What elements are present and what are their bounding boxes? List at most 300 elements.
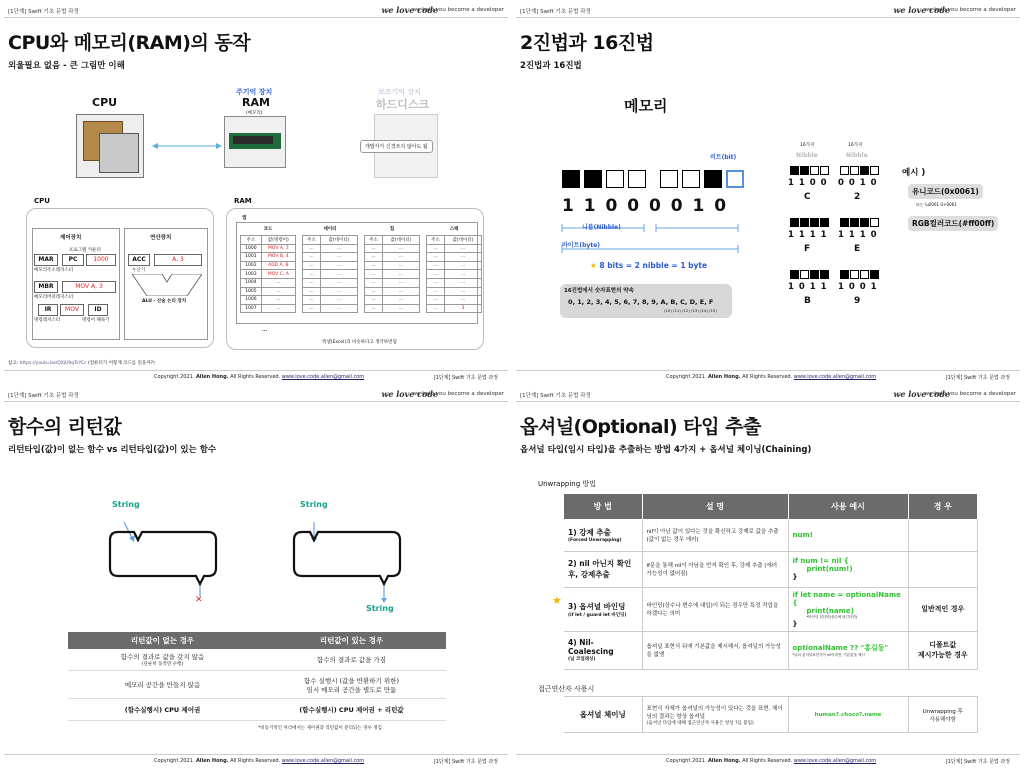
ram-segment-table [240,235,296,313]
nibble-bit-cell [820,166,829,175]
id-note: 명령어 해독기 [82,318,110,323]
author-name: Allen Hong. [707,758,741,764]
ram-address: ... [365,261,383,270]
row4-example-code: optionalName ?? "홍길동" [792,643,889,652]
ram-row [427,270,482,279]
ram-segment-table [302,235,358,313]
byte-label: 바이트(byte) [562,242,601,249]
brand-logo: we love code [893,389,950,399]
ram-col-header: 값(데이터) [445,236,482,245]
slide-header [4,388,508,402]
row3-example-line3: } [792,619,798,628]
alu-unit-label: 연산장치 [150,235,172,241]
row1-with-return [257,649,446,671]
ram-value: ... [261,296,295,305]
slide-footer [516,754,1020,766]
row4-description: 옵셔널 표현식 뒤에 기본값을 제시해서, 옵셔널의 가능성을 없앰 [642,631,788,669]
slide-footer [4,754,508,766]
cpu-label: CPU [92,96,118,109]
chaining-description-note: (옵셔널 타입에 대해 접근연산자 사용은 항상 ?를 붙임) [646,720,754,726]
ram-row [303,261,358,270]
bit-cell [606,170,624,188]
slide-function-return [4,388,508,766]
bit-cell [704,170,722,188]
ram-value: ... [383,296,420,305]
slide-header [516,388,1020,402]
row4-method [564,631,642,669]
rights-text: All Rights Reserved. [230,374,281,380]
unicode-note: 또는 \u0061 U+0061 [916,202,957,207]
copyright [154,374,364,380]
author-email[interactable]: www.love.code.allen@gmail.com [281,374,365,380]
svg-text:✕: ✕ [195,595,203,605]
chaining-label: 접근연산자 사용시 [538,685,595,693]
ram-row [303,296,358,305]
ram-address: ... [427,278,445,287]
pc-register: PC [62,254,84,266]
ram-row [303,287,358,296]
row3-no-return [68,699,257,721]
slide-title: 옵셔널(Optional) 타입 추출 [520,416,761,438]
nibble-bit-cell [790,166,799,175]
ram-value: ... [383,287,420,296]
row2-with-return [257,671,446,699]
mbr-note: 메모리버퍼레지스터 [34,295,74,300]
ir-note: 명령레지스터 [34,318,61,323]
ram-value: ... [445,296,482,305]
ram-value: ... [261,304,295,313]
nibble-bit-cell [850,270,859,279]
ram-row [241,261,296,270]
slide-footer [4,370,508,382]
row2-with-return-line2: 임시 메모리 공간을 별도로 만듦 [306,685,397,694]
mbr-value: MOV A, 3 [62,281,116,293]
footer-course: [1단계] Swift 기초 문법 과정 [945,759,1010,765]
ram-value: ... [445,261,482,270]
ram-box-label: RAM [234,197,252,205]
nibble-hex-value: F [804,244,811,254]
rgb-example: RGB컬러코드(#ff00ff) [908,216,998,231]
unwrapping-label: Unwrapping 방법 [538,480,596,488]
ram-row [241,244,296,253]
ram-col-header: 주소 [303,236,321,245]
col-no-return: 리턴값이 없는 경우 [68,632,257,649]
ram-address: ... [427,287,445,296]
slide-cpu-ram [4,4,508,382]
row3-case: 일반적인 경우 [908,587,978,631]
nibble-bit-cell [810,270,819,279]
ram-col-header: 값(데이터) [383,236,420,245]
control-unit-label: 제어장치 [60,235,82,241]
row3-example-line1: if let name = optionalName { [792,590,901,607]
ram-address: ... [365,270,383,279]
hdd-top-label: 보조기억 장치 [378,88,421,96]
ram-address: ... [303,261,321,270]
app-label: 앱 [242,216,247,221]
ram-row [427,261,482,270]
cpu-chip-image [76,114,144,178]
ram-row [303,253,358,262]
slide-subtitle: 외울필요 없음 - 큰 그림만 이해 [8,61,125,71]
chaining-case-line1: Unwrapping 후 [922,708,963,715]
chaining-method: 옵셔널 체이닝 [564,697,642,733]
ram-segment-1 [302,226,358,313]
ram-address: ... [365,287,383,296]
copyright [666,758,876,764]
ram-value: ... [445,244,482,253]
return-comparison-table [68,632,446,721]
row4-case-line2: 제시가능한 경우 [917,651,968,659]
brand-tagline: we help you become a developer [412,7,504,13]
ram-value: MOV C, A [261,270,295,279]
row3-example-line2: print(name) [806,606,854,615]
author-name: Allen Hong. [195,758,229,764]
col-description: 설 명 [642,494,788,519]
alu-shape-icon [132,274,202,296]
nibble-hex-value: E [854,244,861,254]
nibble-bit-cell [800,270,809,279]
memory-label: 메모리 [624,97,668,115]
author-email[interactable]: www.love.code.allen@gmail.com [793,758,877,764]
copyright-year: Copyright 2021. [154,374,195,380]
row2-description: if문을 통해 nil이 아님을 먼저 확인 후, 강제 추출 (에러 가능성이 없어짐) [642,551,788,587]
nibble-bit-cell [820,270,829,279]
nibble-hex-value: 2 [854,192,861,202]
id-register: ID [88,304,108,316]
hex-rule-title: 16진법에서 숫자표현의 약속 [564,288,634,294]
ram-address: ... [427,270,445,279]
nibble-bit-cell [860,218,869,227]
reference-label: 참고: [8,361,19,366]
nibble-bit-cell [850,218,859,227]
ram-row [427,244,482,253]
ram-value: ... [321,287,358,296]
ram-address: ... [427,261,445,270]
ram-segment-title: 코드 [263,227,273,232]
col-method: 방 법 [564,494,642,519]
nibble-bits-text: 1 0 1 1 [788,282,828,292]
slide-title: 2진법과 16진법 [520,32,654,54]
ram-value: ... [383,261,420,270]
brand-tagline: we help you become a developer [924,391,1016,397]
row1-with-return-text: 함수의 결과로 값을 가짐 [317,656,386,664]
alu-label: ALU - 산술 논리 장치 [142,299,187,304]
row3-with-return-text: (함수실행시) CPU 제어권 + 리턴값 [299,706,404,714]
ram-col-header: 값(명령어) [261,236,295,245]
rights-text: All Rights Reserved. [742,374,793,380]
ram-segment-title: 힙 [389,227,395,232]
ram-row [427,253,482,262]
ram-value: ... [445,253,482,262]
nibble-bits-text: 1 1 1 1 [788,230,828,240]
ram-address: ... [365,304,383,313]
course-name: [1단계] Swift 기초 문법 과정 [8,9,79,15]
course-name: [1단계] Swift 기초 문법 과정 [520,9,591,15]
col-case: 경 우 [908,494,978,519]
row2-no-return-text: 메모리 공간을 만들지 않음 [124,681,201,689]
ram-value: MOV B, 4 [261,253,295,262]
ram-value: ADD A, B [261,261,295,270]
formula-text: 8 bits = 2 nibble = 1 byte [599,261,708,270]
ram-value: ... [383,244,420,253]
mar-register: MAR [34,254,58,266]
acc-register: ACC [128,254,150,266]
ram-row [241,296,296,305]
ram-value: ... [261,287,295,296]
slide-header [4,4,508,18]
hdd-note: 개발자가 신경쓰지 않아도 됨 [360,140,433,153]
bit-cell [562,170,580,188]
bit-cell [628,170,646,188]
ram-row [365,261,420,270]
footer-course: [1단계] Swift 기초 문법 과정 [433,375,498,381]
ram-row [365,287,420,296]
row2-example-line1: if num != nil { [792,557,849,565]
byte-bits: 1 1 0 0 0 0 1 0 [562,196,729,216]
footer-course: [1단계] Swift 기초 문법 과정 [945,375,1010,381]
ram-row [303,278,358,287]
ram-address: ... [365,278,383,287]
ram-address: ... [365,253,383,262]
slide-subtitle: 2진법과 16진법 [520,61,582,71]
ram-value: ... [383,304,420,313]
pc-value: 1000 [86,254,116,266]
chaining-table [564,696,978,733]
ram-row [365,296,420,305]
ram-address: 1006 [241,296,262,305]
row2-example-line3: } [792,573,798,581]
input-string-right: String [300,500,328,509]
col-example: 사용 예시 [788,494,908,519]
ram-row [365,244,420,253]
rights-text: All Rights Reserved. [230,758,281,764]
row4-case [908,631,978,669]
nibble-bits-text: 1 1 1 0 [838,230,878,240]
course-name: [1단계] Swift 기초 문법 과정 [8,393,79,399]
ram-value: ... [321,261,358,270]
nibble-bit-cell [790,270,799,279]
ram-address: ... [427,296,445,305]
nibble-bit-cell [870,270,879,279]
row3-description: 바인딩(상수나 변수에 대입)이 되는 경우만 특정 작업을 하겠다는 의미 [642,587,788,631]
ram-address: ... [365,244,383,253]
ram-value: ... [321,296,358,305]
brand-tagline: we help you become a developer [412,391,504,397]
copyright-year: Copyright 2021. [666,374,707,380]
ram-value: ... [383,278,420,287]
author-email[interactable]: www.love.code.allen@gmail.com [281,758,365,764]
ram-segment-0 [240,226,296,313]
col-with-return: 리턴값이 있는 경우 [257,632,446,649]
slide-binary-hex [516,4,1020,382]
hdd-label: 하드디스크 [376,98,430,111]
output-string: String [366,604,394,613]
ram-segment-3 [426,226,482,313]
slide-title: CPU와 메모리(RAM)의 동작 [8,32,251,54]
ram-address: 1007 [241,304,262,313]
ram-row [303,270,358,279]
ram-value: ... [445,270,482,279]
reference-note: (컴퓨터가 어떻게 코드를 읽을까?) [88,361,155,366]
ram-label: RAM [242,96,270,109]
course-name: [1단계] Swift 기초 문법 과정 [520,393,591,399]
ram-row [241,287,296,296]
nibble-hex-value: 9 [854,296,861,306]
chaining-example: human?.choco?.name [788,697,908,733]
ram-row [365,253,420,262]
example-label: 예시 ) [902,168,926,178]
cpu-box-label: CPU [34,197,50,205]
row1-method-sub: (Forced Unwrapping) [568,537,622,543]
ram-address: ... [303,296,321,305]
ram-segment-table [426,235,482,313]
slide-subtitle: 옵셔널 타입(임시 타입)을 추출하는 방법 4가지 + 옵셔널 체이닝(Chaining) [520,445,812,455]
function-no-return-diagram [104,510,220,606]
hex-digits: 0, 1, 2, 3, 4, 5, 6, 7, 8, 9, A, B, C, D, E, F [568,298,714,306]
nibble-bit-cell [860,270,869,279]
bit-cell [660,170,678,188]
nibble-bit-cell [850,166,859,175]
row1-no-return-text: 함수의 결과로 값을 갖지 않음 [120,653,205,661]
row1-example: num! [788,519,908,551]
author-email[interactable]: www.love.code.allen@gmail.com [793,374,877,380]
author-name: Allen Hong. [195,374,229,380]
row3-method [564,587,642,631]
nibble-bits-text: 0 0 1 0 [838,178,878,188]
ram-address: ... [303,304,321,313]
bit-cell [584,170,602,188]
nibble-count-right: 16가지 [848,143,863,148]
brand-logo: we love code [381,389,438,399]
row4-case-line1: 디폴트값 [929,641,957,649]
slide-title: 함수의 리턴값 [8,416,122,438]
row2-case [908,551,978,587]
nibble-hex-value: B [804,296,811,306]
author-name: Allen Hong. [707,374,741,380]
row4-example [788,631,908,669]
ram-row [365,304,420,313]
ram-address: 1002 [241,261,262,270]
ram-value: ... [383,270,420,279]
ram-row [365,270,420,279]
nibble-bits-text: 1 1 0 0 [788,178,828,188]
footer-course: [1단계] Swift 기초 문법 과정 [433,759,498,765]
row3-with-return [257,699,446,721]
bit-formula [590,261,707,270]
nibble-bit-cell [800,166,809,175]
nibble-bit-cell [790,218,799,227]
bidirectional-arrow-icon [152,142,222,150]
ram-value: ... [383,253,420,262]
copyright [154,758,364,764]
ram-row [427,278,482,287]
mar-note: 메모리주소레지스터 [34,268,74,273]
row4-method-name: 4) Nil-Coalescing [568,638,614,656]
ram-address: ... [427,304,445,313]
ram-value: ... [321,253,358,262]
slide-subtitle: 리턴타입(값)이 없는 함수 vs 리턴타입(값)이 있는 함수 [8,445,217,455]
ram-address: ... [427,244,445,253]
row2-example [788,551,908,587]
row2-no-return [68,671,257,699]
nibble-bit-cell [840,166,849,175]
reference-link[interactable]: https://youtu.be/QXjU9qTsYCc [19,361,87,366]
bit-cell [726,170,744,188]
ram-segment-2 [364,226,420,313]
row4-method-sub: (닐 코얼레싱) [568,657,596,662]
ram-stick-image [224,116,286,168]
ram-col-header: 주소 [365,236,383,245]
row3-no-return-text: (함수실행시) CPU 제어권 [124,706,201,714]
nibble-hex-value: C [804,192,811,202]
nibble-caption-right: Nibble [846,152,868,159]
ram-address: ... [303,287,321,296]
row2-with-return-line1: 함수 실행시 (값을 반환하기 위한) [304,676,399,685]
chaining-case [908,697,978,733]
star-icon: ★ [590,261,597,270]
ram-row [241,253,296,262]
bit-label: 비트(bit) [710,154,737,161]
mbr-register: MBR [34,281,58,293]
ram-value: ... [321,278,358,287]
ram-note: 엑셀(Excel)과 비슷하다고 생각하면됨 [322,340,397,345]
ram-address: 1004 [241,278,262,287]
ram-value: ... [445,287,482,296]
ram-col-header: 주소 [241,236,262,245]
row2-method-name: 2) nil 아닌지 확인후, 강제추출 [564,551,642,587]
ram-address: ... [427,253,445,262]
acc-value: A, 3 [154,254,202,266]
brand-tagline: we help you become a developer [924,7,1016,13]
row3-example-note: *바인딩 된다면(상수에 담긴다면) [806,614,858,619]
nibble-bit-cell [800,218,809,227]
ram-row [427,304,482,313]
copyright-year: Copyright 2021. [666,758,707,764]
copyright [666,374,876,380]
nibble-bit-cell [870,218,879,227]
nibble-label: 니블(Nibble) [582,224,621,231]
nibble-bit-cell [860,166,869,175]
row4-example-note: *뒤의 옵셔널표현식이 nil이라면, 기본값을 제시 [792,652,865,657]
row2-example-line2: print(num!) [806,565,853,573]
ram-value: ... [261,278,295,287]
ram-top-label: 주기억 장치 [236,88,273,96]
copyright-year: Copyright 2021. [154,758,195,764]
ram-address: ... [303,244,321,253]
row3-example [788,587,908,631]
ram-row [427,296,482,305]
ram-segment-title: 스택 [449,227,459,232]
ram-address: 1000 [241,244,262,253]
nibble-bit-cell [840,218,849,227]
ram-col-header: 값(데이터) [321,236,358,245]
ram-row [365,278,420,287]
ram-segment-title: 데이터 [323,227,337,232]
nibble-bits-text: 1 0 0 1 [838,282,878,292]
nibble-bit-cell [810,166,819,175]
ram-address: ... [303,278,321,287]
hex-digit-notes: (10) (11) (12) (13) (14) (15) [664,308,717,313]
ram-address: 1001 [241,253,262,262]
reference-line [8,360,155,366]
slide-header [516,4,1020,18]
unicode-example: 유니코드(0x0061) [908,184,983,199]
ram-address: ... [303,253,321,262]
ram-address: 1005 [241,287,262,296]
row3-method-name: 3) 옵셔널 바인딩 [568,601,626,611]
nibble-count-left: 16가지 [800,143,815,148]
chaining-case-line2: 사용해야함 [929,716,957,723]
